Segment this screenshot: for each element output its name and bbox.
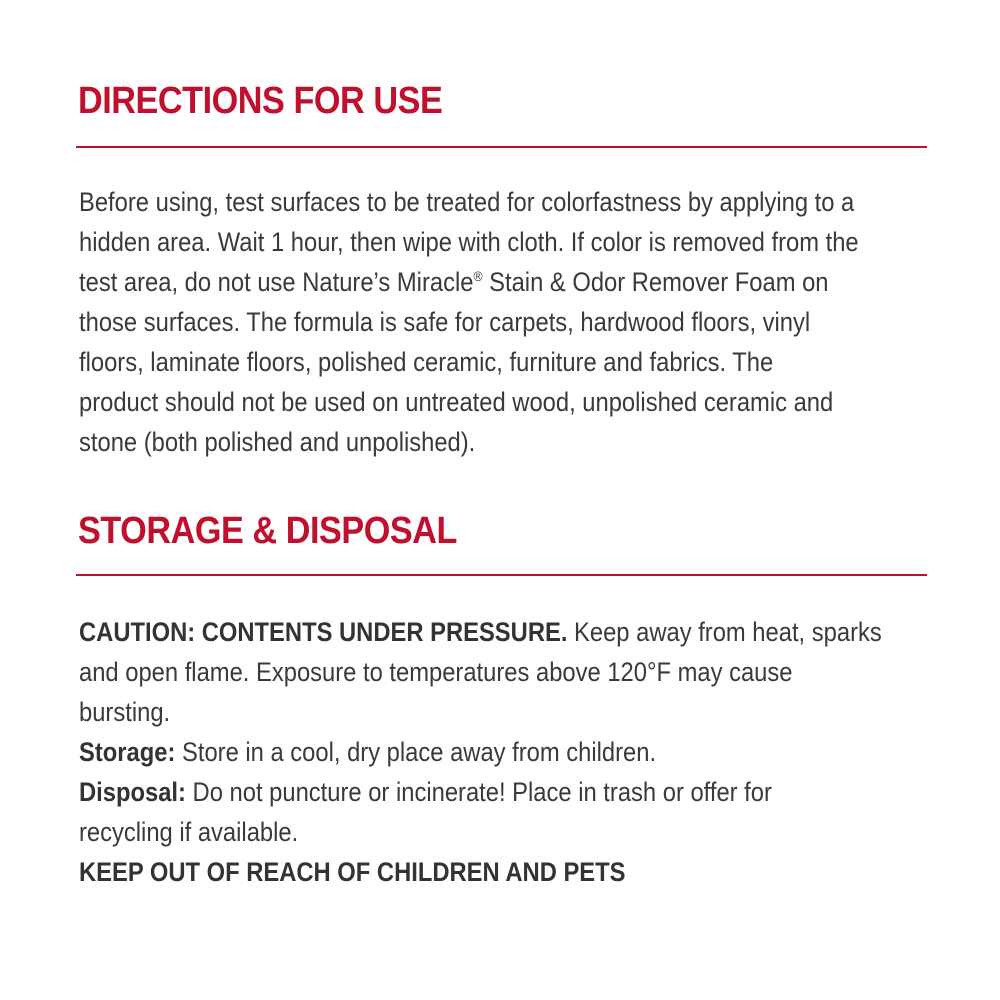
directions-line: [79, 262, 871, 302]
caution-line: [79, 612, 882, 652]
directions-line: Before using, test surfaces to be treated for colorfastness by applying to a: [79, 187, 855, 217]
caution-line: and open flame. Exposure to temperatures above 120°F may cause: [79, 657, 793, 687]
caution-line: bursting.: [79, 697, 171, 727]
registered-mark: ®: [473, 268, 483, 284]
directions-line-text: Stain & Odor Remover Foam on: [482, 267, 829, 297]
directions-paragraph: [79, 182, 871, 462]
disposal-label: Disposal:: [79, 777, 186, 807]
storage-line: [79, 732, 871, 772]
caution-label: CAUTION: CONTENTS UNDER PRESSURE.: [79, 617, 568, 647]
directions-divider: [76, 146, 927, 148]
storage-text: Store in a cool, dry place away from children.: [175, 737, 657, 767]
disposal-text: Do not puncture or incinerate! Place in trash or offer for: [185, 777, 772, 807]
storage-heading: STORAGE & DISPOSAL: [78, 510, 457, 552]
directions-line: those surfaces. The formula is safe for carpets, hardwood floors, vinyl: [79, 307, 811, 337]
directions-line: stone (both polished and unpolished).: [79, 427, 476, 457]
directions-line: product should not be used on untreated wood, unpolished ceramic and: [79, 387, 834, 417]
storage-divider: [76, 574, 927, 576]
directions-line-text: test area, do not use Nature’s Miracle: [79, 267, 474, 297]
storage-paragraph: [79, 612, 882, 892]
storage-label: Storage:: [79, 737, 176, 767]
directions-line: hidden area. Wait 1 hour, then wipe with cloth. If color is removed from the: [79, 227, 859, 257]
caution-text: Keep away from heat, sparks: [567, 617, 882, 647]
keep-out-warning: KEEP OUT OF REACH OF CHILDREN AND PETS: [79, 857, 626, 887]
directions-heading: DIRECTIONS FOR USE: [78, 80, 443, 122]
directions-line: floors, laminate floors, polished ceramic, furniture and fabrics. The: [79, 347, 774, 377]
disposal-line: [79, 772, 871, 812]
disposal-line: recycling if available.: [79, 817, 299, 847]
